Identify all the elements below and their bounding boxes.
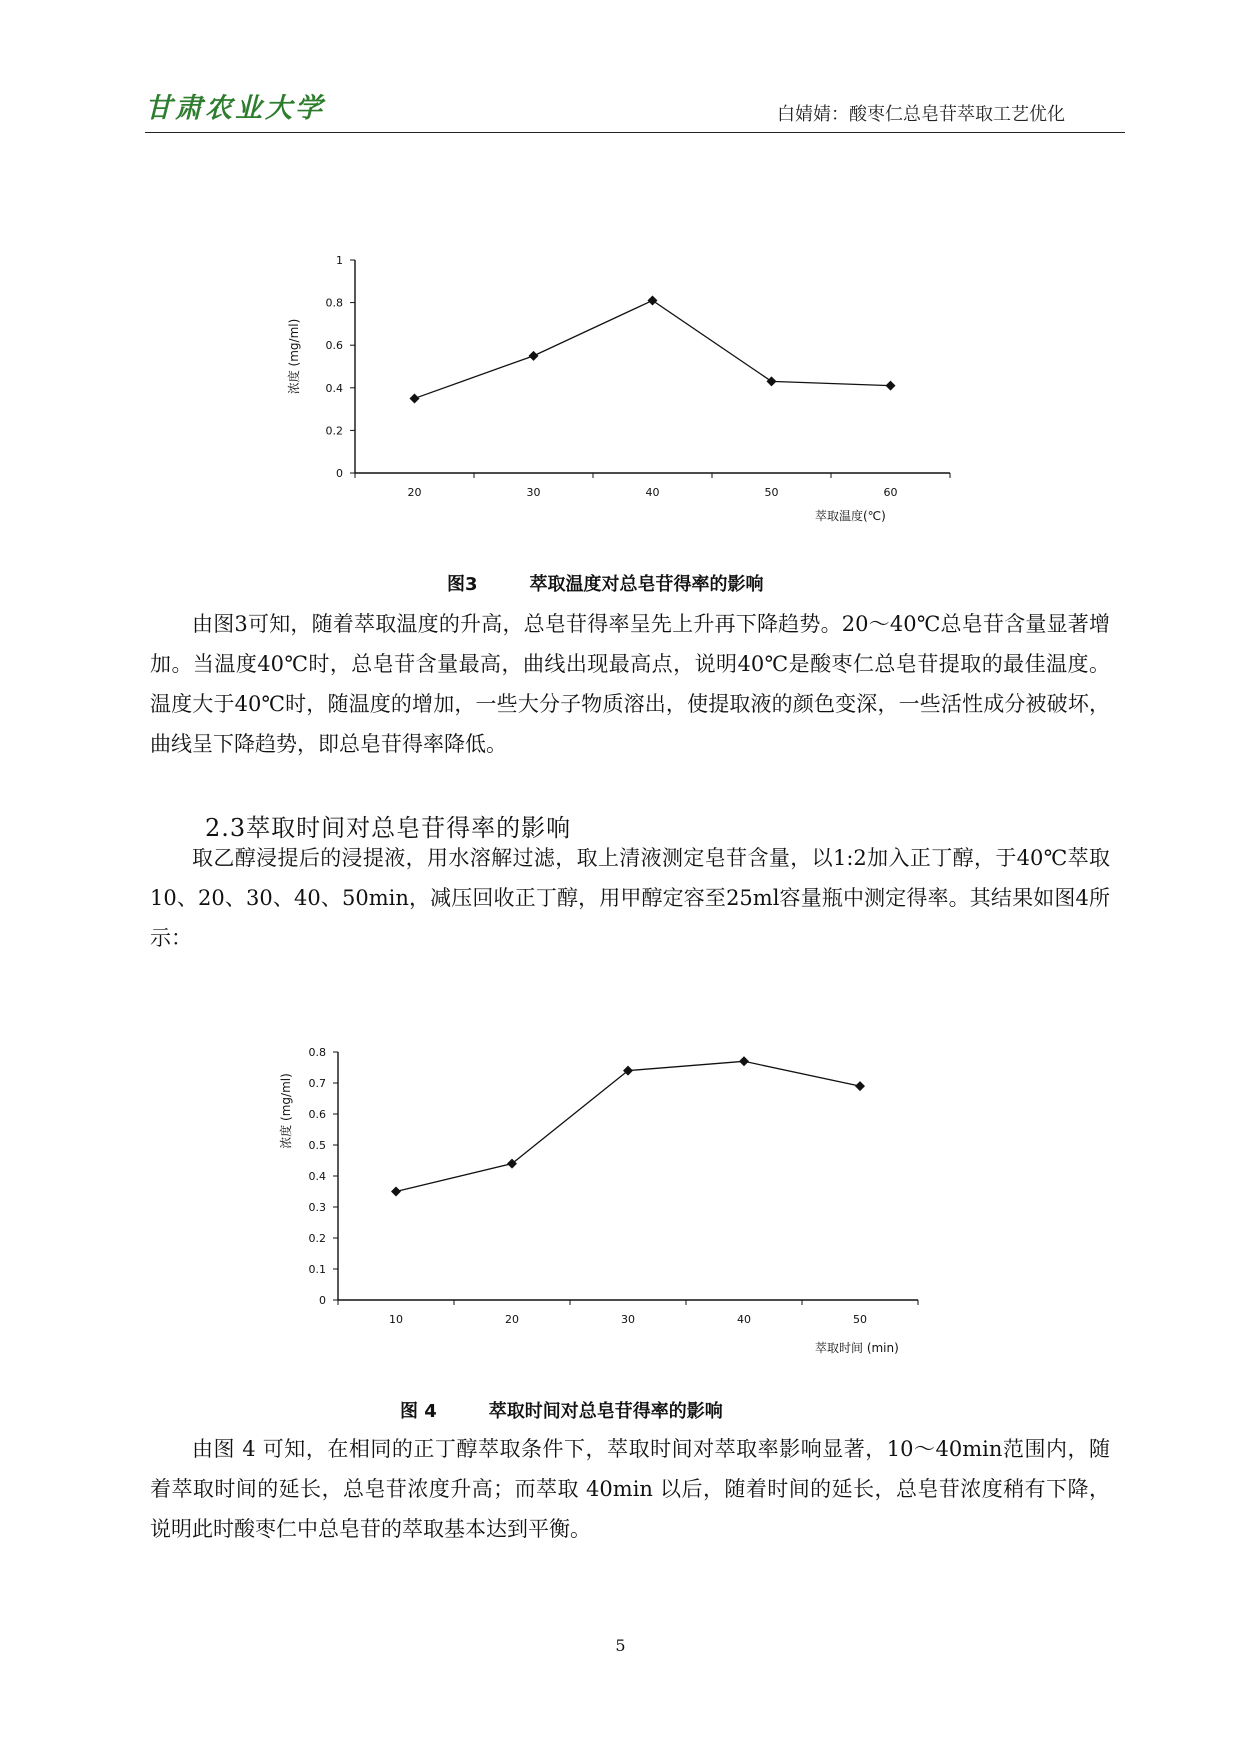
figure-4-chart: [270, 1038, 950, 1373]
paragraph-method: 取乙醇浸提后的浸提液，用水溶解过滤，取上清液测定皂苷含量，以1:2加入正丁醇，于40℃萃取10、20、30、40、50min，减压回收正丁醇，用甲醇定容至25ml容量瓶中测定得率。其结果如图4所示：: [150, 846, 1110, 950]
x-axis-label: 萃取温度(℃): [815, 509, 886, 523]
data-point-marker: [855, 1081, 865, 1091]
data-point-marker: [648, 295, 658, 305]
section-heading-2-3: 2.3萃取时间对总皂苷得率的影响: [205, 814, 572, 842]
page-number: 5: [615, 1636, 626, 1655]
y-axis-label: 浓度 (mg/ml): [287, 318, 301, 395]
y-tick-label: 0.2: [325, 424, 343, 438]
data-point-marker: [767, 376, 777, 386]
x-tick-label: 30: [621, 1313, 635, 1326]
x-tick-label: 50: [764, 486, 779, 499]
data-point-marker: [410, 393, 420, 403]
paragraph-figure-3-discussion: 由图3可知，随着萃取温度的升高，总皂苷得率呈先上升再下降趋势。20～40℃总皂苷含量显著增加。当温度40℃时，总皂苷含量最高，曲线出现最高点，说明40℃是酸枣仁总皂苷提取的最佳温度。温度大于40℃时，随温度的增加，一些大分子物质溶出，使提取液的颜色变深，一些活性成分被破坏，曲线呈下降趋势，即总皂苷得率降低。: [150, 612, 1110, 756]
y-tick-label: 0.7: [308, 1077, 326, 1090]
figure-4-caption: [400, 1397, 723, 1423]
x-tick-label: 50: [853, 1313, 867, 1326]
y-tick-label: 0.4: [308, 1170, 326, 1183]
temperature-line-chart: [270, 245, 990, 545]
data-point-marker: [739, 1056, 749, 1066]
x-tick-label: 60: [883, 486, 898, 499]
x-tick-label: 30: [526, 486, 541, 499]
y-tick-label: 0.3: [308, 1201, 326, 1214]
y-tick-label: 0.8: [325, 296, 343, 310]
x-axis-label: 萃取时间 (min): [815, 1341, 899, 1355]
x-tick-label: 20: [505, 1313, 519, 1326]
x-tick-label: 40: [645, 486, 660, 499]
data-point-marker: [391, 1187, 401, 1197]
y-tick-label: 0.8: [308, 1046, 326, 1059]
figure-4-number: 图 4: [400, 1401, 437, 1422]
data-point-marker: [529, 351, 539, 361]
y-tick-label: 0.2: [308, 1232, 326, 1245]
y-tick-label: 0.6: [325, 339, 343, 353]
running-title: 白婧婧：酸枣仁总皂苷萃取工艺优化: [777, 104, 1065, 125]
y-tick-label: 0.4: [325, 381, 343, 395]
figure-3-chart: [270, 245, 990, 545]
series-line: [396, 1061, 860, 1191]
figure-4-title: 萃取时间对总皂苷得率的影响: [488, 1401, 723, 1422]
page-header: [145, 86, 1125, 133]
y-tick-label: 0.5: [308, 1139, 326, 1152]
figure-3-number: 图3: [447, 574, 478, 595]
figure-3-title: 萃取温度对总皂苷得率的影响: [529, 574, 764, 595]
y-tick-label: 0: [319, 1294, 326, 1307]
series-line: [415, 300, 891, 398]
time-line-chart: [270, 1038, 950, 1373]
data-point-marker: [886, 381, 896, 391]
x-tick-label: 40: [737, 1313, 751, 1326]
x-tick-label: 20: [407, 486, 422, 499]
paragraph-figure-4-discussion: 由图 4 可知，在相同的正丁醇萃取条件下，萃取时间对萃取率影响显著，10～40min范围内，随着萃取时间的延长，总皂苷浓度升高；而萃取 40min 以后，随着时间的延长，总皂苷浓度稍有下降，说明此时酸枣仁中总皂苷的萃取基本达到平衡。: [150, 1437, 1110, 1541]
figure-3-caption: [447, 570, 764, 596]
y-tick-label: 0.1: [308, 1263, 326, 1276]
y-tick-label: 0.6: [308, 1108, 326, 1121]
y-tick-label: 1: [336, 254, 343, 267]
university-logo: 甘肃农业大学: [145, 93, 325, 124]
y-axis-label: 浓度 (mg/ml): [279, 1073, 293, 1149]
x-tick-label: 10: [389, 1313, 403, 1326]
y-tick-label: 0: [336, 467, 343, 480]
